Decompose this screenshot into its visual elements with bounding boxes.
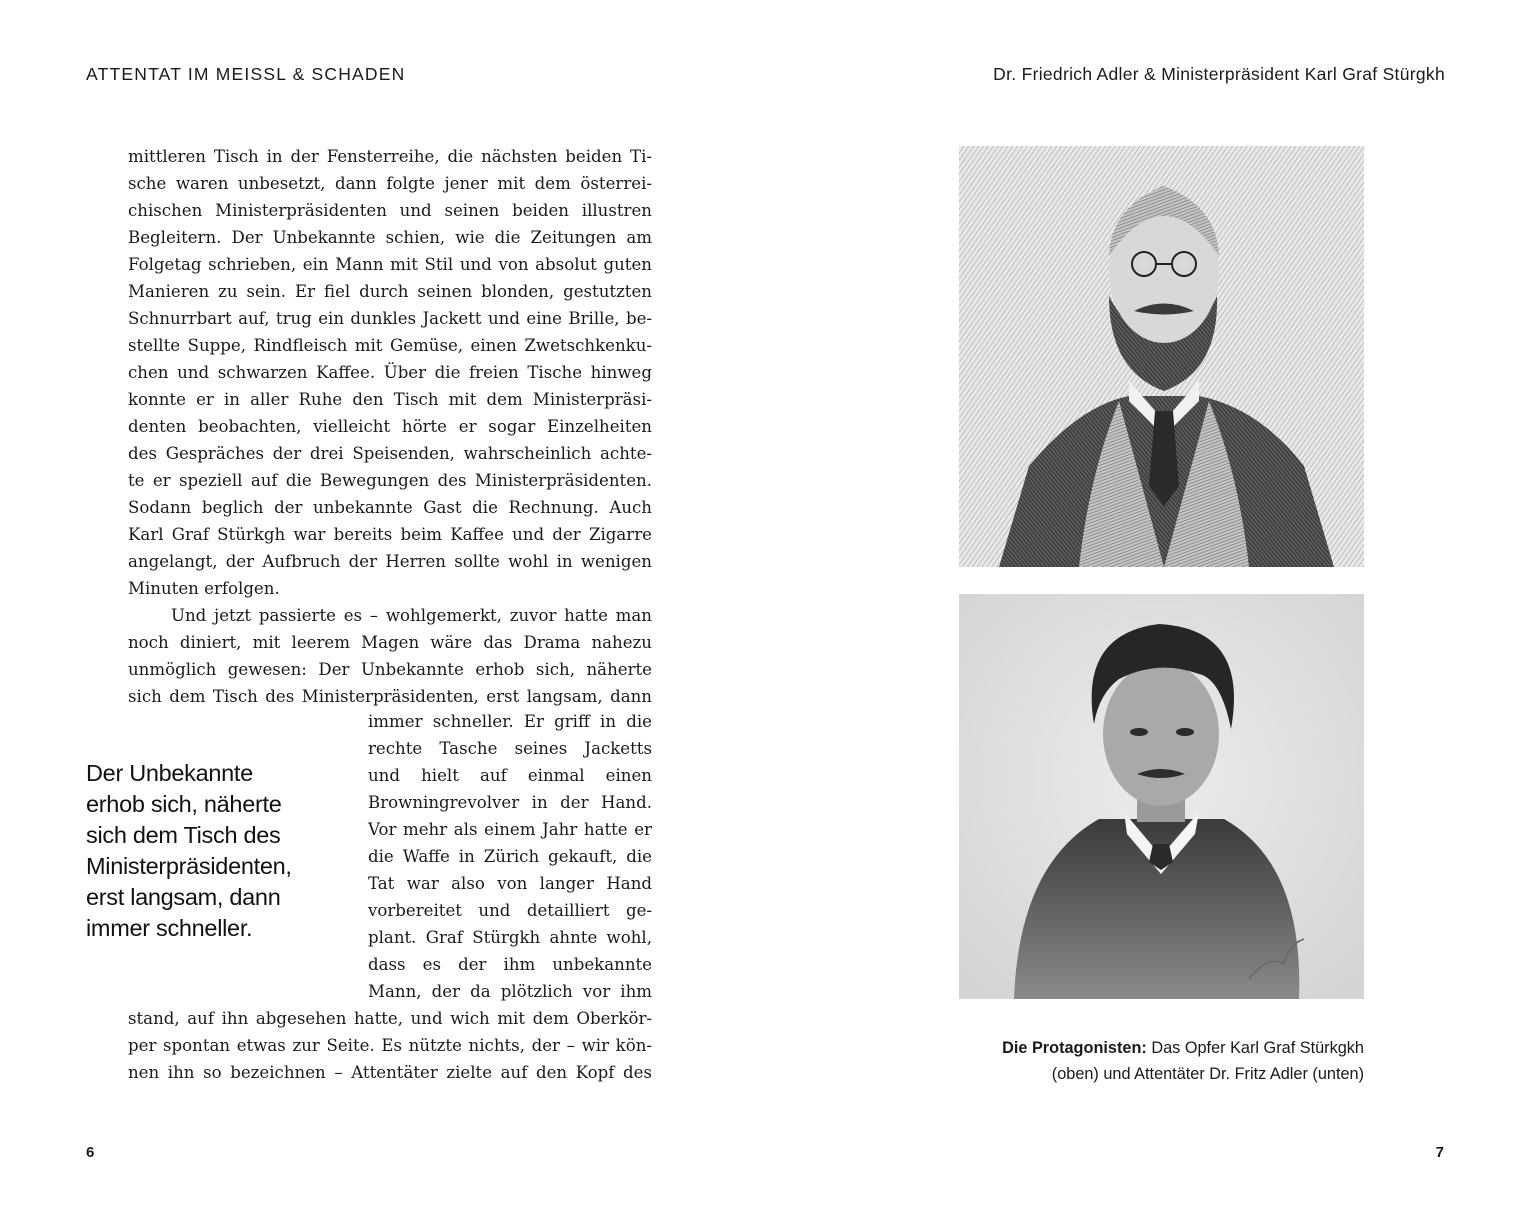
pull-quote-line: immer schneller. [86, 915, 253, 941]
pull-quote-line: Ministerpräsidenten, [86, 853, 292, 879]
text-line: denten beobachten, vielleicht hörte er sogar Einzelheiten [128, 417, 652, 436]
portrait-photo-icon [959, 594, 1364, 999]
text-line: unmöglich gewesen: Der Unbekannte erhob sich, näherte [128, 660, 652, 679]
text-line: Karl Graf Stürkgh war bereits beim Kaffee und der Zigarre [128, 525, 652, 544]
page-number-right: 7 [1435, 1144, 1444, 1161]
text-line: dass es der ihm unbekannte [368, 955, 652, 974]
body-text-column [128, 143, 652, 710]
text-line: mittleren Tisch in der Fensterreihe, die nächsten beiden Ti- [128, 147, 652, 166]
text-line: immer schneller. Er griff in die [368, 712, 652, 731]
text-line: Manieren zu sein. Er fiel durch seinen blonden, gestutzten [128, 282, 652, 301]
text-line: chischen Ministerpräsidenten und seinen beiden illustren [128, 201, 652, 220]
text-line: Minuten erfolgen. [128, 579, 280, 598]
caption-label: Die Protagonisten: [1002, 1039, 1147, 1057]
text-line: konnte er in aller Ruhe den Tisch mit dem Ministerpräsi- [128, 390, 652, 409]
text-line: Folgetag schrieben, ein Mann mit Stil und von absolut guten [128, 255, 652, 274]
running-head-left: ATTENTAT IM MEISSL & SCHADEN [86, 64, 406, 84]
text-line: des Gespräches der drei Speisenden, wahrscheinlich achte- [128, 444, 652, 463]
text-line: stellte Suppe, Rindfleisch mit Gemüse, einen Zwetschkenku- [128, 336, 652, 355]
portrait-stuergkh [959, 146, 1364, 567]
text-line: und hielt auf einmal einen [368, 766, 652, 785]
text-line: vorbereitet und detailliert ge- [368, 901, 652, 920]
text-line: sche waren unbesetzt, dann folgte jener mit dem österrei- [128, 174, 652, 193]
body-text-narrow-column [368, 708, 652, 1005]
pull-quote-line: erhob sich, näherte [86, 791, 282, 817]
text-line: per spontan etwas zur Seite. Es nützte nichts, der – wir kön- [128, 1036, 652, 1055]
text-line: Tat war also von langer Hand [368, 874, 652, 893]
text-line: noch diniert, mit leerem Magen wäre das Drama nahezu [128, 633, 652, 652]
pull-quote-line: erst langsam, dann [86, 884, 281, 910]
text-line: plant. Graf Stürgkh ahnte wohl, [368, 928, 652, 947]
text-line: Mann, der da plötzlich vor ihm [368, 982, 652, 1001]
portrait-adler [959, 594, 1364, 999]
pull-quote [86, 758, 356, 944]
text-line: te er speziell auf die Bewegungen des Ministerpräsidenten. [128, 471, 652, 490]
text-line: Begleitern. Der Unbekannte schien, wie die Zeitungen am [128, 228, 652, 247]
text-line: chen und schwarzen Kaffee. Über die freien Tische hinweg [128, 363, 652, 382]
text-line: rechte Tasche seines Jacketts [368, 739, 652, 758]
text-line: die Waffe in Zürich gekauft, die [368, 847, 652, 866]
running-head-right: Dr. Friedrich Adler & Ministerpräsident Karl Graf Stürgkh [993, 64, 1445, 84]
portrait-engraving-icon [959, 146, 1364, 567]
text-line: nen ihn so bezeichnen – Attentäter zielte auf den Kopf des [128, 1063, 652, 1082]
pull-quote-line: sich dem Tisch des [86, 822, 281, 848]
caption-line-2: (oben) und Attentäter Dr. Fritz Adler (unten) [1051, 1065, 1364, 1083]
text-line-indented: Und jetzt passierte es – wohlgemerkt, zuvor hatte man [171, 606, 652, 625]
text-line: Browningrevolver in der Hand. [368, 793, 652, 812]
caption-text: Das Opfer Karl Graf Stürkgkh [1146, 1039, 1364, 1057]
text-line: Schnurrbart auf, trug ein dunkles Jackett und eine Brille, be- [128, 309, 652, 328]
text-line: sich dem Tisch des Ministerpräsidenten, erst langsam, dann [128, 687, 652, 706]
caption-line-1 [1002, 1035, 1364, 1061]
text-line: angelangt, der Aufbruch der Herren sollte wohl in wenigen [128, 552, 652, 571]
pull-quote-line: Der Unbekannte [86, 760, 253, 786]
page-number-left: 6 [86, 1144, 95, 1161]
image-caption [1002, 1035, 1364, 1087]
body-text-continuation [128, 1005, 652, 1086]
text-line: Sodann beglich der unbekannte Gast die Rechnung. Auch [128, 498, 652, 517]
text-line: Vor mehr als einem Jahr hatte er [368, 820, 652, 839]
text-line: stand, auf ihn abgesehen hatte, und wich mit dem Oberkör- [128, 1009, 652, 1028]
